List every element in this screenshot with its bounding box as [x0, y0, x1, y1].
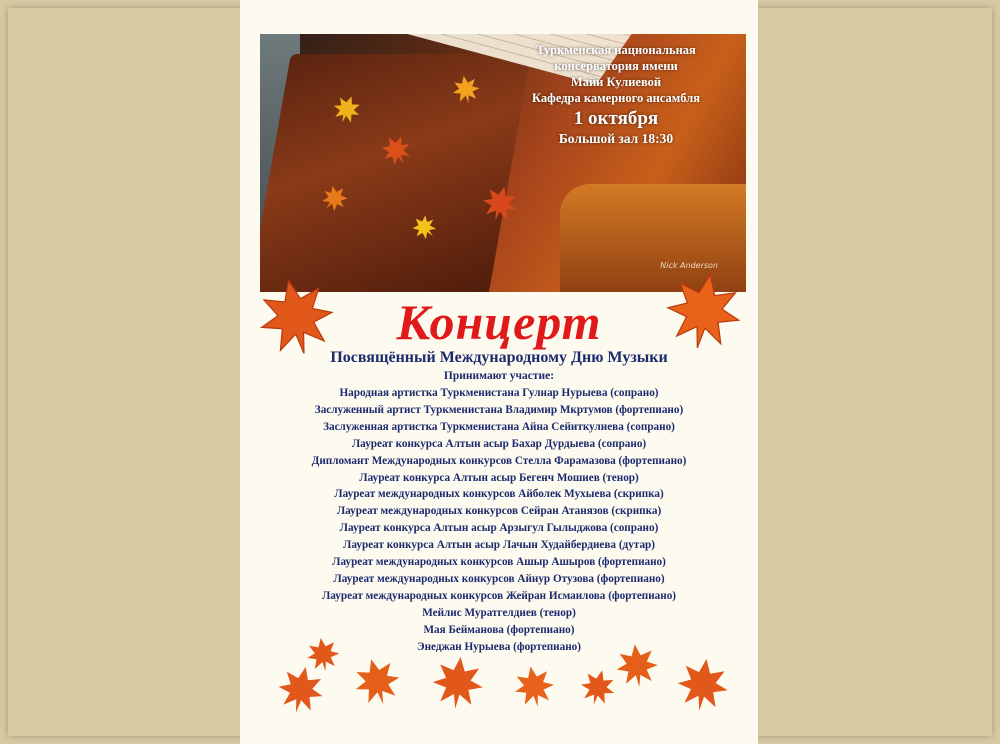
participants-list: [240, 385, 758, 656]
list-item: Мейлис Муратгелдиев (тенор): [422, 606, 576, 619]
department: Кафедра камерного ансамбля: [532, 91, 700, 105]
photo-caption: [496, 42, 736, 148]
list-item: Мая Бейманова (фортепиано): [423, 623, 575, 636]
list-item: Лауреат международных конкурсов Ашыр Ашыров (фортепиано): [332, 556, 666, 569]
list-item: Лауреат конкурса Алтын асыр Бегенч Мошиев (тенор): [359, 471, 639, 484]
institution-line-1: Туркменская национальная: [536, 43, 696, 57]
maple-leaf-icon: [422, 651, 493, 714]
concert-poster: [240, 0, 758, 744]
poster-subtitle: Посвящённый Международному Дню Музыки: [330, 349, 668, 366]
piano-autumn-photo: [260, 34, 746, 292]
list-item: Лауреат международных конкурсов Айболек Мухыева (скрипка): [334, 488, 664, 501]
list-item: Лауреат международных конкурсов Жейран Исмаилова (фортепиано): [321, 589, 677, 602]
poster-title: Концерт: [396, 294, 602, 350]
institution-line-3: Майи Кулиевой: [570, 75, 662, 89]
list-item: Народная артистка Туркменистана Гулнар Нурыева (сопрано): [339, 387, 659, 399]
institution-line-2: консерватория имени: [554, 59, 678, 73]
list-item: Энеджан Нурыева (фортепиано): [417, 640, 581, 653]
list-item: Заслуженный артист Туркменистана Владимир Мкртумов (фортепиано): [314, 403, 684, 416]
maple-leaf-icon: [664, 651, 741, 716]
list-item: Лауреат конкурса Алтын асыр Бахар Дурдыева (сопрано): [351, 437, 647, 450]
piano-lid: [260, 54, 531, 292]
list-item: Лауреат международных конкурсов Сейран Атанязов (скрипка): [336, 505, 662, 518]
list-item: Лауреат международных конкурсов Айнур Отузова (фортепиано): [333, 572, 665, 585]
participants-heading: Принимают участие:: [443, 370, 555, 382]
concert-date: 1 октября: [573, 108, 659, 129]
list-item: Лауреат конкурса Алтын асыр Лачын Худайбердиева (дутар): [343, 539, 655, 552]
venue-time: Большой зал 18:30: [558, 131, 674, 146]
leaf-icon: [448, 71, 485, 106]
maple-leaf-icon: [608, 639, 667, 690]
maple-leaf-icon: [343, 649, 412, 712]
list-item: Заслуженная артистка Туркменистана Айна Сейиткулиева (сопрано): [323, 420, 675, 433]
list-item: Лауреат конкурса Алтын асыр Арзыгул Гылыджова (сопрано): [339, 522, 659, 535]
list-item: Дипломант Международных конкурсов Стелла Фарамазова (фортепиано): [311, 454, 687, 467]
photo-credit: Nick Anderson: [660, 261, 718, 270]
maple-leaf-icon: [505, 660, 564, 712]
